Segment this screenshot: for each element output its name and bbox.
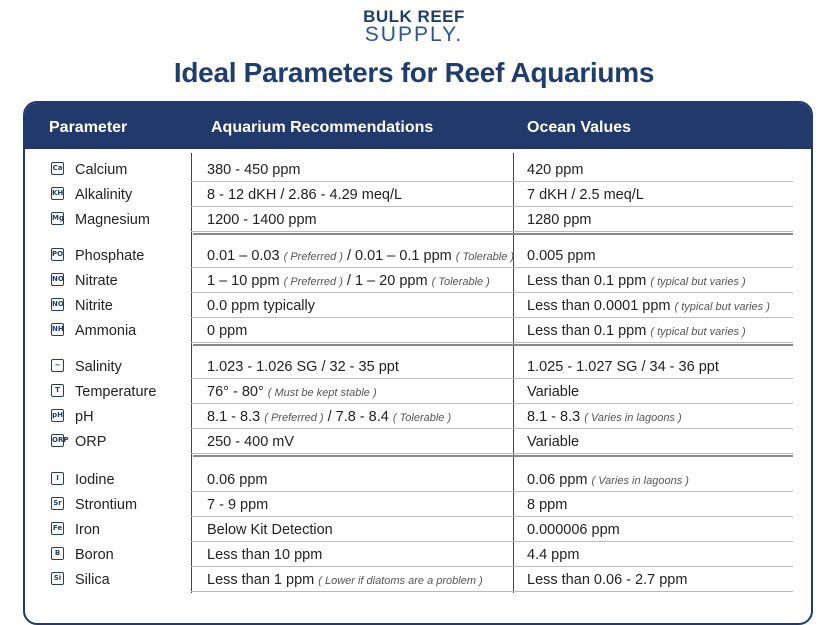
table-row xyxy=(25,517,811,542)
table-row xyxy=(25,467,811,492)
group-divider xyxy=(193,455,793,457)
ocean-value xyxy=(527,409,682,425)
aquarium-value xyxy=(207,522,333,538)
aquarium-value xyxy=(207,298,315,314)
table-row xyxy=(25,429,811,454)
ocean-value xyxy=(527,472,689,488)
aquarium-note: ( Tolerable ) xyxy=(392,412,452,424)
ocean-value xyxy=(527,359,719,375)
iodine-icon: I xyxy=(51,472,64,485)
table-row xyxy=(25,268,811,293)
aquarium-note: ( Must be kept stable ) xyxy=(267,387,377,399)
temperature-icon: T xyxy=(51,384,64,397)
aquarium-value xyxy=(207,359,399,375)
salinity-icon: ~ xyxy=(51,359,64,372)
brand-logo xyxy=(0,8,828,45)
aquarium-note: ( Preferred ) xyxy=(283,276,343,288)
row-divider xyxy=(191,591,793,592)
parameter-name: Nitrite xyxy=(75,298,113,314)
aquarium-text: / 0.01 – 0.1 ppm xyxy=(346,248,452,264)
table-row xyxy=(25,404,811,429)
ocean-text: 7 dKH / 2.5 meq/L xyxy=(527,187,644,203)
parameter-name: Silica xyxy=(75,572,110,588)
aquarium-text: / 7.8 - 8.4 xyxy=(327,409,389,425)
parameter-name: Boron xyxy=(75,547,114,563)
aquarium-text: 8 - 12 dKH / 2.86 - 4.29 meq/L xyxy=(207,187,403,203)
aquarium-value xyxy=(207,572,483,588)
ocean-text: 1280 ppm xyxy=(527,212,592,228)
parameter-name: Calcium xyxy=(75,162,128,178)
iron-icon: Fe xyxy=(51,522,64,535)
aquarium-text: Less than 1 ppm xyxy=(207,572,315,588)
ocean-note: ( Varies in lagoons ) xyxy=(584,412,682,424)
table-row xyxy=(25,379,811,404)
ocean-text: 0.005 ppm xyxy=(527,248,596,264)
ocean-text: 0.06 ppm xyxy=(527,472,588,488)
table-row xyxy=(25,318,811,343)
ocean-value xyxy=(527,273,746,289)
ocean-value xyxy=(527,187,644,203)
row-divider xyxy=(191,231,793,232)
ocean-text: 8.1 - 8.3 xyxy=(527,409,581,425)
aquarium-note: ( Lower if diatoms are a problem ) xyxy=(318,575,483,587)
ocean-value xyxy=(527,434,579,450)
aquarium-note: ( Tolerable ) xyxy=(455,251,515,263)
aquarium-value xyxy=(207,547,322,563)
ocean-value xyxy=(527,384,579,400)
aquarium-value xyxy=(207,497,268,513)
table-row xyxy=(25,354,811,379)
aquarium-value xyxy=(207,409,451,425)
ocean-text: Less than 0.1 ppm xyxy=(527,323,647,339)
ocean-value xyxy=(527,212,592,228)
aquarium-value xyxy=(207,472,267,488)
table-row xyxy=(25,182,811,207)
aquarium-text: 380 - 450 ppm xyxy=(207,162,301,178)
header-aquarium: Aquarium Recommendations xyxy=(211,119,434,136)
parameter-name: Nitrate xyxy=(75,273,118,289)
table-row xyxy=(25,243,811,268)
aquarium-value xyxy=(207,384,377,400)
ocean-value xyxy=(527,298,770,314)
nitrate-icon: NO xyxy=(51,273,64,286)
parameter-name: Iron xyxy=(75,522,100,538)
nitrite-icon: NO xyxy=(51,298,64,311)
ocean-note: ( typical but varies ) xyxy=(674,301,770,313)
ocean-value xyxy=(527,572,687,588)
parameter-name: Strontium xyxy=(75,497,138,513)
row-divider xyxy=(191,453,793,454)
ocean-value xyxy=(527,522,620,538)
ocean-text: 8 ppm xyxy=(527,497,568,513)
boron-icon: B xyxy=(51,547,64,560)
aquarium-value xyxy=(207,248,514,264)
alkalinity-icon: KH xyxy=(51,187,64,200)
orp-icon: ORP xyxy=(51,434,64,447)
aquarium-text: 1.023 - 1.026 SG / 32 - 35 ppt xyxy=(207,359,399,375)
magnesium-icon: Mg xyxy=(51,212,64,225)
ocean-text: Less than 0.0001 ppm xyxy=(527,298,671,314)
ocean-text: 1.025 - 1.027 SG / 34 - 36 ppt xyxy=(527,359,719,375)
aquarium-value xyxy=(207,434,294,450)
parameter-name: pH xyxy=(75,409,94,425)
aquarium-text: 1200 - 1400 ppm xyxy=(207,212,317,228)
ocean-value xyxy=(527,497,567,513)
brand-line-2: SUPPLY. xyxy=(364,23,464,46)
table-row xyxy=(25,207,811,232)
parameter-name: Temperature xyxy=(75,384,157,400)
ocean-value xyxy=(527,323,746,339)
brand-line-1: BULK REEF xyxy=(363,7,465,26)
aquarium-value xyxy=(207,162,301,178)
aquarium-text: 250 - 400 mV xyxy=(207,434,295,450)
table-header xyxy=(25,103,811,149)
ocean-text: 420 ppm xyxy=(527,162,584,178)
parameter-name: Magnesium xyxy=(75,212,150,228)
header-parameter: Parameter xyxy=(49,119,128,136)
ocean-text: Variable xyxy=(527,384,580,400)
aquarium-text: 0.0 ppm typically xyxy=(207,298,315,314)
aquarium-text: 0 ppm xyxy=(207,323,248,339)
aquarium-text: / 1 – 20 ppm xyxy=(346,273,428,289)
aquarium-value xyxy=(207,212,317,228)
silica-icon: Si xyxy=(51,572,64,585)
aquarium-text: 0.06 ppm xyxy=(207,472,268,488)
ocean-note: ( Varies in lagoons ) xyxy=(591,475,689,487)
ocean-text: 4.4 ppm xyxy=(527,547,580,563)
parameter-name: Phosphate xyxy=(75,248,145,264)
phosphate-icon: PO xyxy=(51,248,64,261)
parameter-name: ORP xyxy=(75,434,107,450)
ocean-note: ( typical but varies ) xyxy=(650,276,746,288)
table-row xyxy=(25,293,811,318)
parameters-table xyxy=(23,101,813,625)
ocean-value xyxy=(527,248,596,264)
group-divider xyxy=(193,233,793,235)
calcium-icon: Ca xyxy=(51,162,64,175)
table-row xyxy=(25,542,811,567)
ocean-text: 0.000006 ppm xyxy=(527,522,620,538)
aquarium-value xyxy=(207,323,247,339)
row-divider xyxy=(191,342,793,343)
ph-icon: pH xyxy=(51,409,64,422)
aquarium-text: 0.01 – 0.03 xyxy=(207,248,280,264)
ocean-value xyxy=(527,162,583,178)
aquarium-text: 1 – 10 ppm xyxy=(207,273,280,289)
group-divider xyxy=(193,344,793,346)
table-row xyxy=(25,567,811,592)
aquarium-value xyxy=(207,273,490,289)
ammonia-icon: NH xyxy=(51,323,64,336)
ocean-note: ( typical but varies ) xyxy=(650,326,746,338)
parameter-name: Salinity xyxy=(75,359,122,375)
table-row xyxy=(25,157,811,182)
aquarium-value xyxy=(207,187,402,203)
header-ocean: Ocean Values xyxy=(527,119,632,136)
strontium-icon: Sr xyxy=(51,497,64,510)
aquarium-text: 7 - 9 ppm xyxy=(207,497,269,513)
aquarium-text: 76° - 80° xyxy=(207,384,264,400)
page-title: Ideal Parameters for Reef Aquariums xyxy=(173,57,655,88)
aquarium-note: ( Preferred ) xyxy=(283,251,343,263)
aquarium-text: Less than 10 ppm xyxy=(207,547,323,563)
aquarium-note: ( Tolerable ) xyxy=(431,276,490,288)
aquarium-text: Below Kit Detection xyxy=(207,522,333,538)
ocean-text: Less than 0.1 ppm xyxy=(527,273,647,289)
parameter-name: Ammonia xyxy=(75,323,137,339)
ocean-text: Less than 0.06 - 2.7 ppm xyxy=(527,572,688,588)
parameter-name: Alkalinity xyxy=(75,187,133,203)
aquarium-text: 8.1 - 8.3 xyxy=(207,409,261,425)
ocean-text: Variable xyxy=(527,434,580,450)
aquarium-note: ( Preferred ) xyxy=(264,412,324,424)
parameter-name: Iodine xyxy=(75,472,115,488)
ocean-value xyxy=(527,547,579,563)
table-row xyxy=(25,492,811,517)
